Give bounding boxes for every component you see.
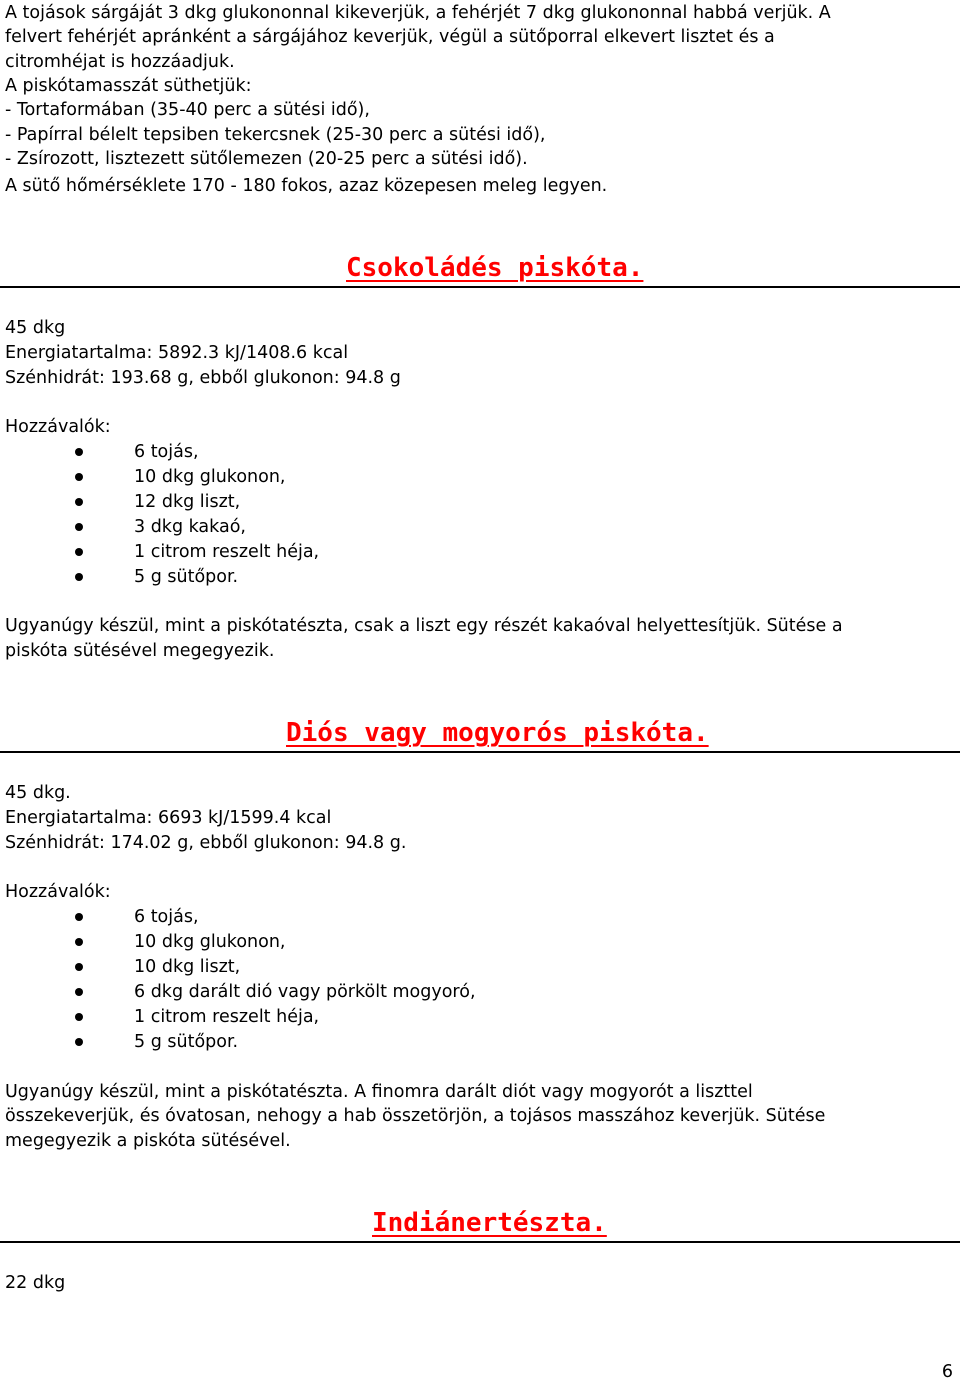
recipe-weight: 22 dkg bbox=[5, 1273, 66, 1293]
bullet-icon bbox=[75, 938, 83, 946]
recipe-title: Csokoládés piskóta. bbox=[346, 253, 644, 283]
ingredient-text: 5 g sütőpor. bbox=[134, 567, 239, 587]
bullet-icon bbox=[75, 473, 83, 481]
intro-line: citromhéjat is hozzáadjuk. bbox=[5, 52, 235, 72]
instructions-line: megegyezik a piskóta sütésével. bbox=[5, 1131, 291, 1151]
ingredient-text: 5 g sütőpor. bbox=[134, 1032, 239, 1052]
ingredient-text: 10 dkg glukonon, bbox=[134, 467, 286, 487]
ingredient-text: 10 dkg glukonon, bbox=[134, 932, 286, 952]
recipe-title: Diós vagy mogyorós piskóta. bbox=[286, 718, 709, 748]
ingredient-text: 6 tojás, bbox=[134, 907, 199, 927]
instructions-line: piskóta sütésével megegyezik. bbox=[5, 641, 275, 661]
intro-line: A piskótamasszát süthetjük: bbox=[5, 76, 252, 96]
ingredient-text: 1 citrom reszelt héja, bbox=[134, 542, 320, 562]
ingredients-label: Hozzávalók: bbox=[5, 882, 111, 902]
section-divider bbox=[0, 751, 960, 753]
bullet-icon bbox=[75, 523, 83, 531]
ingredient-text: 3 dkg kakaó, bbox=[134, 517, 246, 537]
instructions-line: összekeverjük, és óvatosan, nehogy a hab összetörjön, a tojásos masszához keverjük. Sütése bbox=[5, 1106, 826, 1126]
recipe-carbs: Szénhidrát: 193.68 g, ebből glukonon: 94.8 g bbox=[5, 368, 401, 388]
ingredient-text: 1 citrom reszelt héja, bbox=[134, 1007, 320, 1027]
instructions-line: Ugyanúgy készül, mint a piskótatészta, csak a liszt egy részét kakaóval helyettesítjük. Sütése a bbox=[5, 616, 843, 636]
recipe-weight: 45 dkg bbox=[5, 318, 66, 338]
bullet-icon bbox=[75, 498, 83, 506]
page-number: 6 bbox=[941, 1362, 953, 1382]
section-divider bbox=[0, 1241, 960, 1243]
bullet-icon bbox=[75, 988, 83, 996]
ingredients-label: Hozzávalók: bbox=[5, 417, 111, 437]
intro-line: felvert fehérjét apránként a sárgájához keverjük, végül a sütőporral elkevert lisztet és a bbox=[5, 27, 775, 47]
recipe-energy: Energiatartalma: 5892.3 kJ/1408.6 kcal bbox=[5, 343, 349, 363]
intro-line: - Zsírozott, lisztezett sütőlemezen (20-25 perc a sütési idő). bbox=[5, 149, 528, 169]
recipe-title: Indiánertészta. bbox=[372, 1208, 607, 1238]
intro-line: A sütő hőmérséklete 170 - 180 fokos, azaz közepesen meleg legyen. bbox=[5, 176, 608, 196]
bullet-icon bbox=[75, 548, 83, 556]
ingredient-text: 12 dkg liszt, bbox=[134, 492, 241, 512]
intro-line: A tojások sárgáját 3 dkg glukononnal kikeverjük, a fehérjét 7 dkg glukononnal habbá verjük. A bbox=[5, 3, 831, 23]
intro-line: - Papírral bélelt tepsiben tekercsnek (25-30 perc a sütési idő), bbox=[5, 125, 546, 145]
bullet-icon bbox=[75, 913, 83, 921]
ingredient-text: 10 dkg liszt, bbox=[134, 957, 241, 977]
intro-line: - Tortaformában (35-40 perc a sütési idő), bbox=[5, 100, 370, 120]
instructions-line: Ugyanúgy készül, mint a piskótatészta. A finomra darált diót vagy mogyorót a liszttel bbox=[5, 1082, 753, 1102]
section-divider bbox=[0, 286, 960, 288]
ingredient-text: 6 tojás, bbox=[134, 442, 199, 462]
bullet-icon bbox=[75, 963, 83, 971]
bullet-icon bbox=[75, 448, 83, 456]
bullet-icon bbox=[75, 1038, 83, 1046]
recipe-weight: 45 dkg. bbox=[5, 783, 71, 803]
ingredient-text: 6 dkg darált dió vagy pörkölt mogyoró, bbox=[134, 982, 476, 1002]
recipe-energy: Energiatartalma: 6693 kJ/1599.4 kcal bbox=[5, 808, 332, 828]
bullet-icon bbox=[75, 1013, 83, 1021]
bullet-icon bbox=[75, 573, 83, 581]
recipe-carbs: Szénhidrát: 174.02 g, ebből glukonon: 94.8 g. bbox=[5, 833, 407, 853]
